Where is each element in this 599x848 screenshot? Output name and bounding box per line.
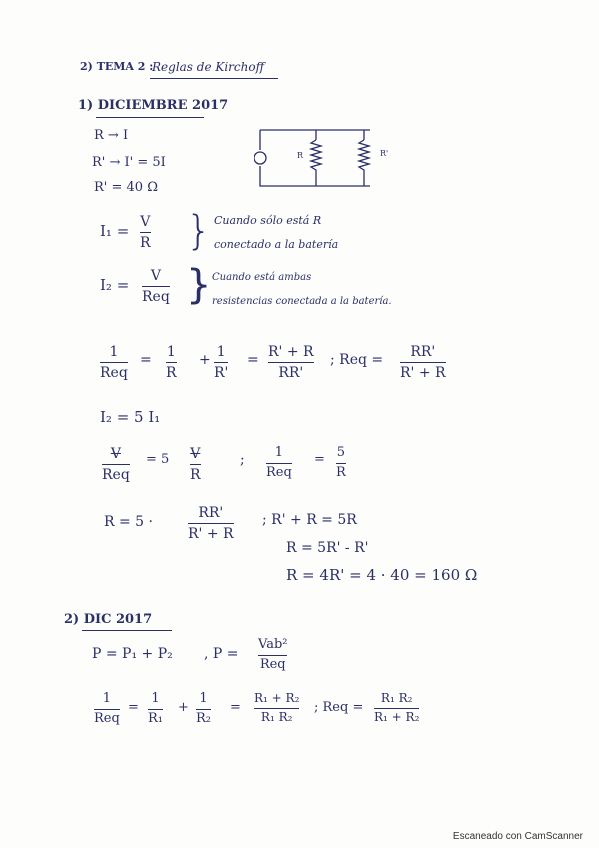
frac-den: R₂ (196, 710, 211, 726)
def-line-2: R' → I' = 5I (92, 155, 166, 170)
frac-den: R₁ R₂ (260, 709, 293, 724)
i2-note-2: resistencias conectada a la batería. (212, 296, 392, 307)
frac-den: R (190, 467, 201, 484)
def-line-1: R → I (94, 128, 129, 143)
s1-eq4-r3: R = 4R' = 4 · 40 = 160 Ω (286, 566, 478, 584)
s2-eq2-plus: + (178, 700, 189, 715)
s2-eq2-frac5 (374, 692, 419, 725)
frac-num: RR' (410, 344, 436, 360)
frac-num: 5 (336, 445, 346, 460)
s2-eq1-sep: , P = (204, 646, 239, 662)
s1-eq1-equals-2: = (247, 352, 259, 368)
frac-den: R' + R (400, 365, 446, 382)
s1-eq1-frac3 (214, 344, 228, 381)
circuit-label-r: R (297, 151, 304, 160)
s2-eq1-frac (258, 638, 287, 673)
i2-den: Req (142, 289, 170, 306)
frac-den: Req (100, 365, 128, 382)
frac-den: Req (94, 710, 120, 726)
s1-eq3-sep: ; (240, 452, 245, 468)
s2-eq2-frac4 (254, 692, 299, 725)
frac-den: Req (259, 656, 286, 672)
frac-num: R₁ R₂ (380, 691, 413, 705)
s2-eq2-frac3 (196, 692, 211, 727)
resistor-rprime-icon (359, 140, 369, 176)
s1-eq1-plus: + (199, 352, 211, 368)
frac-num: 1 (102, 691, 112, 706)
s2-eq2-frac1 (94, 692, 120, 727)
i2-brace: } (186, 262, 212, 308)
s1-eq3-equals: = (314, 452, 325, 467)
section-1-underline (96, 117, 204, 118)
s1-eq1-frac4 (268, 344, 314, 381)
s2-eq2-frac2 (148, 692, 163, 727)
s1-eq1-equals: = (140, 352, 152, 368)
frac-den: R' + R (188, 526, 234, 543)
frac-num: V (190, 446, 201, 462)
frac-num: 1 (216, 344, 226, 360)
topic-number: 2) TEMA 2 : (80, 60, 154, 73)
frac-den: R (166, 365, 177, 382)
frac-num: 1 (151, 691, 160, 706)
s1-eq3-frac2 (190, 446, 201, 483)
i1-den: R (140, 235, 151, 252)
circuit-diagram (254, 126, 394, 190)
frac-num: V (110, 446, 121, 462)
i2-lhs: I₂ = (100, 276, 130, 294)
frac-den: R' (214, 365, 229, 382)
i1-note-2: conectado a la batería (214, 238, 339, 251)
s1-eq1-req-label: ; Req = (330, 352, 384, 368)
frac-num: R' + R (268, 344, 314, 360)
s1-eq3-frac3 (266, 446, 292, 481)
i2-fraction (142, 268, 170, 305)
i1-fraction (140, 214, 151, 251)
s1-eq1-frac2 (166, 344, 177, 381)
i1-lhs: I₁ = (100, 222, 130, 240)
s1-eq1-frac1 (100, 344, 128, 381)
s1-eq3-frac4 (336, 446, 346, 481)
s2-eq1-lhs: P = P₁ + P₂ (92, 646, 173, 662)
section-2-underline (82, 630, 172, 631)
i1-brace: } (186, 208, 212, 254)
frac-num: 1 (166, 344, 176, 360)
s1-eq4-lhs: R = 5 · (104, 514, 153, 530)
s2-eq2-equals: = (128, 700, 139, 715)
frac-den: Req (266, 464, 292, 480)
frac-den: RR' (278, 365, 304, 382)
s1-eq4-frac (188, 505, 234, 542)
frac-num: 1 (274, 445, 284, 460)
s1-eq4-r1: ; R' + R = 5R (262, 512, 357, 528)
frac-num: R₁ + R₂ (254, 691, 300, 705)
title-underline (150, 78, 278, 79)
s2-eq2-req-label: ; Req = (314, 700, 364, 715)
frac-den: R₁ (148, 710, 163, 726)
frac-den: R (336, 464, 346, 480)
frac-den: Req (102, 467, 130, 484)
i1-note-1: Cuando sólo está R (214, 214, 322, 227)
s1-eq1-frac5 (400, 344, 446, 381)
section-1-heading: 1) DICIEMBRE 2017 (78, 98, 229, 113)
s2-eq2-equals-2: = (230, 700, 241, 715)
frac-num: 1 (199, 691, 208, 706)
topic-title: Reglas de Kirchoff (152, 60, 265, 74)
frac-num: Vab² (258, 637, 288, 652)
s1-eq3-frac1 (102, 446, 130, 483)
s1-eq2: I₂ = 5 I₁ (100, 408, 161, 426)
scanner-watermark: Escaneado con CamScanner (452, 831, 583, 842)
frac-num: 1 (109, 344, 119, 360)
s1-eq4-r2: R = 5R' - R' (286, 540, 369, 556)
i1-num: V (140, 214, 151, 230)
circuit-label-rprime: R' (380, 149, 389, 158)
def-line-3: R' = 40 Ω (94, 180, 158, 195)
resistor-r-icon (311, 140, 321, 176)
i2-num: V (150, 268, 161, 284)
i2-note-1: Cuando está ambas (212, 272, 312, 283)
frac-num: RR' (198, 505, 224, 521)
s1-eq3-mid: = 5 (146, 452, 170, 467)
section-2-heading: 2) DIC 2017 (64, 612, 153, 627)
frac-den: R₁ + R₂ (374, 709, 420, 724)
